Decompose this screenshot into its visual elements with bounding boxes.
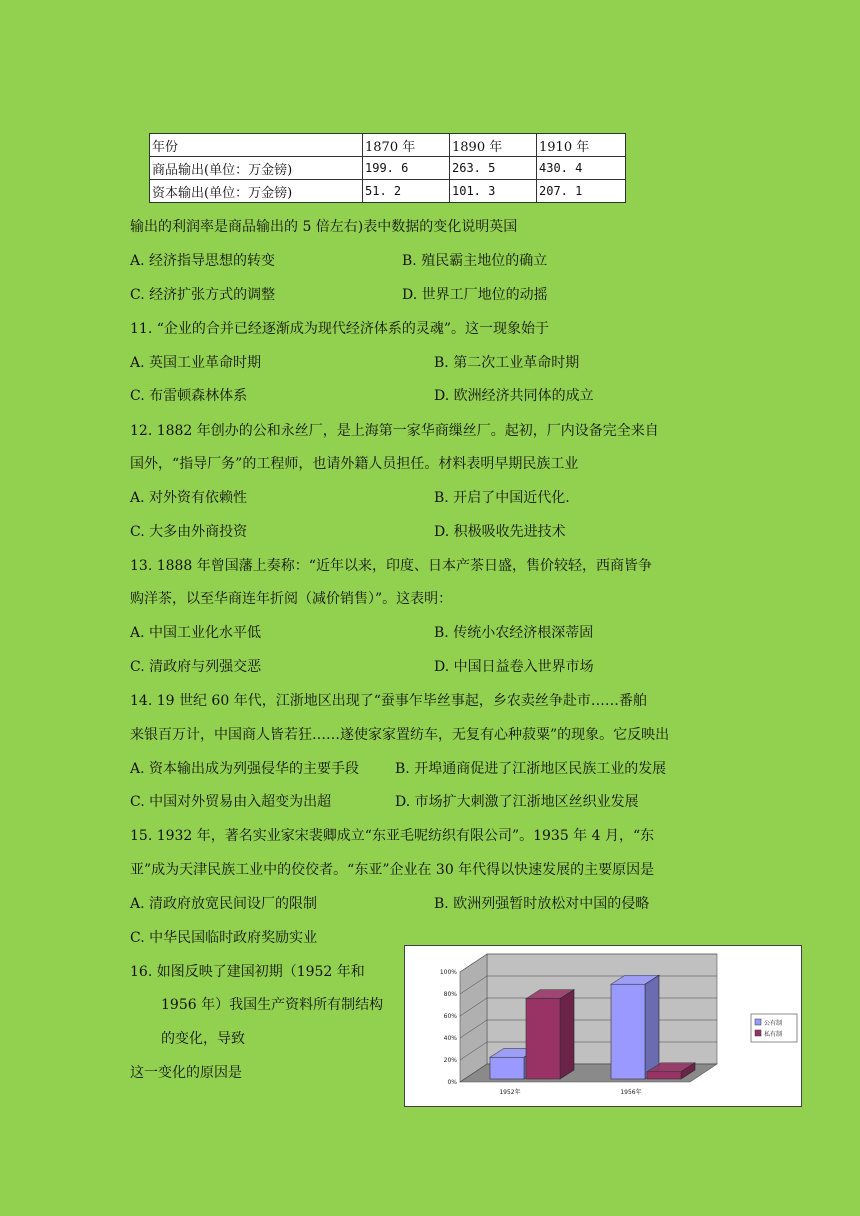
chart-back-wall [487, 954, 717, 1064]
x-tick-label: 1952年 [499, 1089, 521, 1096]
y-tick-label: 80% [443, 991, 457, 998]
chart-legend [751, 1014, 797, 1042]
table-cell: 430. 4 [537, 157, 626, 180]
table-header-cell: 1890 年 [450, 134, 537, 157]
table-header-row [150, 134, 626, 157]
q10-option-b: B. 殖民霸主地位的确立 [402, 253, 548, 269]
question-10-stem: 输出的利润率是商品输出的 5 倍左右)表中数据的变化说明英国 [130, 219, 518, 235]
chart-side-wall [460, 954, 487, 1082]
table-header-cell: 1910 年 [537, 134, 626, 157]
q11-option-d: D. 欧洲经济共同体的成立 [434, 388, 594, 404]
ownership-bar-chart [404, 945, 802, 1107]
q14-option-a: A. 资本输出成为列强侵华的主要手段 [130, 761, 360, 777]
q15-option-c: C. 中华民国临时政府奖励实业 [130, 930, 318, 946]
chart-y-ticks [440, 969, 457, 1086]
question-15-stem-line2: 亚”成为天津民族工业中的佼佼者。“东亚”企业在 30 年代得以快速发展的主要原因是 [130, 862, 655, 878]
table-header-cell: 年份 [150, 134, 363, 157]
legend-swatch [755, 1019, 761, 1025]
legend-label: 私有制 [764, 1031, 783, 1038]
q10-option-d: D. 世界工厂地位的动摇 [402, 287, 548, 303]
q10-option-c: C. 经济扩张方式的调整 [130, 287, 276, 303]
q12-option-d: D. 积极吸收先进技术 [434, 524, 566, 540]
table-cell: 商品输出(单位：万金镑) [150, 157, 363, 180]
question-16-stem-line4: 这一变化的原因是 [130, 1065, 242, 1081]
q11-option-a: A. 英国工业革命时期 [130, 355, 262, 371]
question-16-stem-line3: 的变化，导致 [161, 1031, 245, 1047]
q12-option-a: A. 对外资有依赖性 [130, 490, 248, 506]
q12-option-b: B. 开启了中国近代化. [434, 490, 570, 506]
question-12-stem-line2: 国外，“指导厂务”的工程师，也请外籍人员担任。材料表明早期民族工业 [130, 456, 579, 472]
q11-option-c: C. 布雷顿森林体系 [130, 388, 248, 404]
table-cell: 199. 6 [363, 157, 450, 180]
q13-option-a: A. 中国工业化水平低 [130, 625, 262, 641]
y-tick-label: 40% [443, 1035, 457, 1042]
legend-swatch [755, 1030, 761, 1036]
question-13-stem-line1: 13. 1888 年曾国藩上奏称：“近年以来，印度、日本产茶日盛，售价较轻，西商皆争 [130, 558, 652, 574]
chart-x-ticks [499, 1088, 641, 1096]
q13-option-c: C. 清政府与列强交恶 [130, 659, 262, 675]
q14-option-c: C. 中国对外贸易由入超变为出超 [130, 794, 332, 810]
bar-1-0 [611, 975, 659, 1079]
bar-0-1 [526, 990, 574, 1079]
table-cell: 资本输出(单位：万金镑) [150, 180, 363, 203]
table-header-cell: 1870 年 [363, 134, 450, 157]
question-13-stem-line2: 购洋茶，以至华商连年折阅（减价销售）”。这表明： [130, 591, 453, 607]
q14-option-d: D. 市场扩大刺激了江浙地区丝织业发展 [395, 794, 639, 810]
table-cell: 263. 5 [450, 157, 537, 180]
table-row [150, 180, 626, 203]
q14-option-b: B. 开埠通商促进了江浙地区民族工业的发展 [395, 761, 667, 777]
table-cell: 101. 3 [450, 180, 537, 203]
table-cell: 51. 2 [363, 180, 450, 203]
q13-option-b: B. 传统小农经济根深蒂固 [434, 625, 594, 641]
x-tick-label: 1956年 [620, 1089, 642, 1096]
y-tick-label: 60% [443, 1013, 457, 1020]
table-cell: 207. 1 [537, 180, 626, 203]
legend-label: 公有制 [764, 1020, 783, 1027]
q15-option-b: B. 欧洲列强暂时放松对中国的侵略 [434, 896, 650, 912]
question-14-stem-line2: 来银百万计，中国商人皆若狂……遂使家家置纺车，无复有心种菽粟”的现象。它反映出 [130, 727, 670, 743]
q10-option-a: A. 经济指导思想的转变 [130, 253, 276, 269]
question-14-stem-line1: 14. 19 世纪 60 年代，江浙地区出现了“蚕事乍毕丝事起，乡农卖丝争赴市……番舶 [130, 693, 647, 709]
y-tick-label: 0% [447, 1079, 457, 1086]
table-row [150, 157, 626, 180]
q12-option-c: C. 大多由外商投资 [130, 524, 248, 540]
q13-option-d: D. 中国日益卷入世界市场 [434, 659, 594, 675]
question-12-stem-line1: 12. 1882 年创办的公和永丝厂，是上海第一家华商缫丝厂。起初，厂内设备完全来自 [130, 423, 659, 439]
chart-svg [405, 946, 801, 1106]
question-11-stem: 11. “企业的合并已经逐渐成为现代经济体系的灵魂”。这一现象始于 [130, 321, 550, 337]
question-16-stem-line1: 16. 如图反映了建国初期（1952 年和 [130, 964, 365, 980]
question-15-stem-line1: 15. 1932 年，著名实业家宋裴卿成立“东亚毛呢纺织有限公司”。1935 年 4 月，“东 [130, 828, 655, 844]
q15-option-a: A. 清政府放宽民间设厂的限制 [130, 896, 318, 912]
y-tick-label: 100% [439, 969, 457, 976]
question-16-stem-line2: 1956 年）我国生产资料所有制结构 [161, 997, 384, 1013]
q11-option-b: B. 第二次工业革命时期 [434, 355, 580, 371]
export-data-table [149, 133, 626, 203]
y-tick-label: 20% [443, 1057, 457, 1064]
